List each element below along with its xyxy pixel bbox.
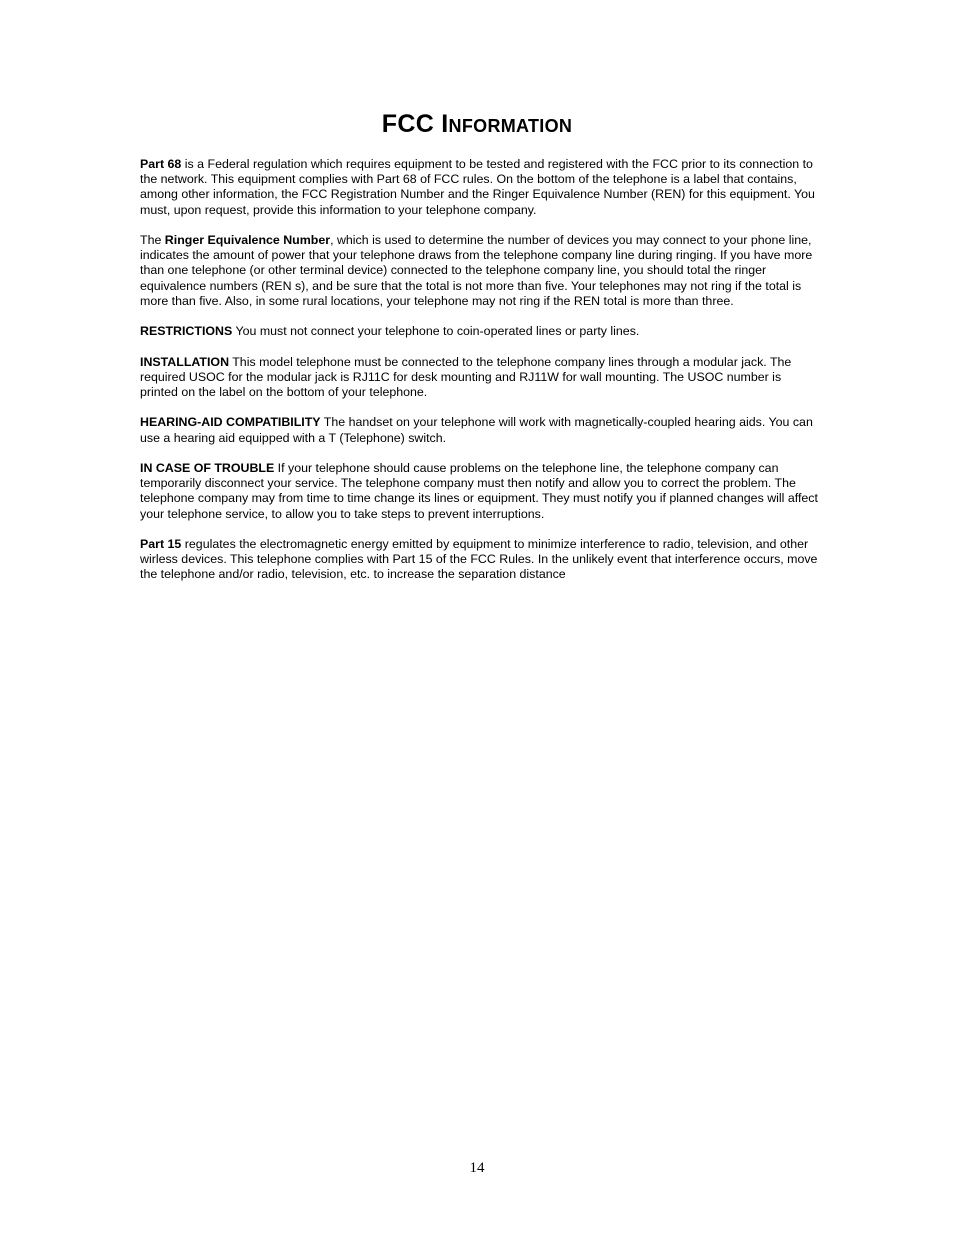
paragraph-hearing-aid (140, 415, 818, 445)
paragraph-ringer-equivalence (140, 233, 818, 309)
page-number: 14 (469, 1160, 485, 1176)
paragraph-lead: Part 15 (140, 536, 182, 551)
paragraph-lead: Ringer Equivalence Number (164, 233, 331, 247)
paragraph-lead: HEARING-AID COMPATIBILITY (140, 415, 321, 430)
paragraph-trouble (140, 461, 818, 522)
paragraph-restrictions (140, 324, 818, 339)
paragraph-pre: The (140, 233, 165, 247)
paragraph-part-68 (140, 157, 818, 218)
paragraph-text: You must not connect your telephone to coin-operated lines or party lines. (232, 324, 640, 339)
paragraph-text: If your telephone should cause problems on the telephone line, the telephone company can temporarily disconnect your service. The telephone company must then notify and allow you to correct the problem. The telephone company may from time to time change its lines or equipment. They must notify you if planned changes will affect your telephone service, to allow you to take steps to prevent interruptions. (140, 460, 818, 521)
paragraph-text: The handset on your telephone will work with magnetically-coupled hearing aids. You can use a hearing aid equipped with a T (Telephone) switch. (140, 415, 813, 445)
paragraph-text: This model telephone must be connected to the telephone company lines through a modular jack. The required USOC for the modular jack is RJ11C for desk mounting and RJ11W for wall mounting. The USOC number is printed on the label on the bottom of your telephone. (140, 354, 792, 399)
paragraph-lead: INSTALLATION (140, 354, 230, 369)
paragraph-lead: RESTRICTIONS (140, 324, 233, 339)
paragraph-part-15 (140, 537, 818, 583)
paragraph-lead: IN CASE OF TROUBLE (140, 460, 275, 475)
paragraph-installation (140, 355, 818, 401)
paragraph-text: , which is used to determine the number of devices you may connect to your phone line, indicates the amount of power that your telephone draws from the telephone company line during ringing. If you have more than one telephone (or other terminal device) connected to the telephone company line, you should total the ringer equivalence numbers (REN s), and be sure that the total is not more than five. Your telephones may not ring if the total is more than five. Also, in some rural locations, your telephone may not ring if the REN total is more than three. (140, 233, 813, 308)
page-title: FCC Information (381, 110, 573, 138)
document-body (140, 157, 818, 598)
paragraph-lead: Part 68 (140, 157, 182, 171)
paragraph-text: is a Federal regulation which requires equipment to be tested and registered with the FCC prior to its connection to the network. This equipment complies with Part 68 of FCC rules. On the bottom of the telephone is a label that contains, among other information, the FCC Registration Number and the Ringer Equivalence Number (REN) for this equipment. You must, upon request, provide this information to your telephone company. (140, 157, 815, 217)
paragraph-text: regulates the electromagnetic energy emitted by equipment to minimize interference to radio, television, and other wirless devices. This telephone complies with Part 15 of the FCC Rules. In the unlikely event that interference occurs, move the telephone and/or radio, television, etc. to increase the separation distance (140, 536, 818, 582)
